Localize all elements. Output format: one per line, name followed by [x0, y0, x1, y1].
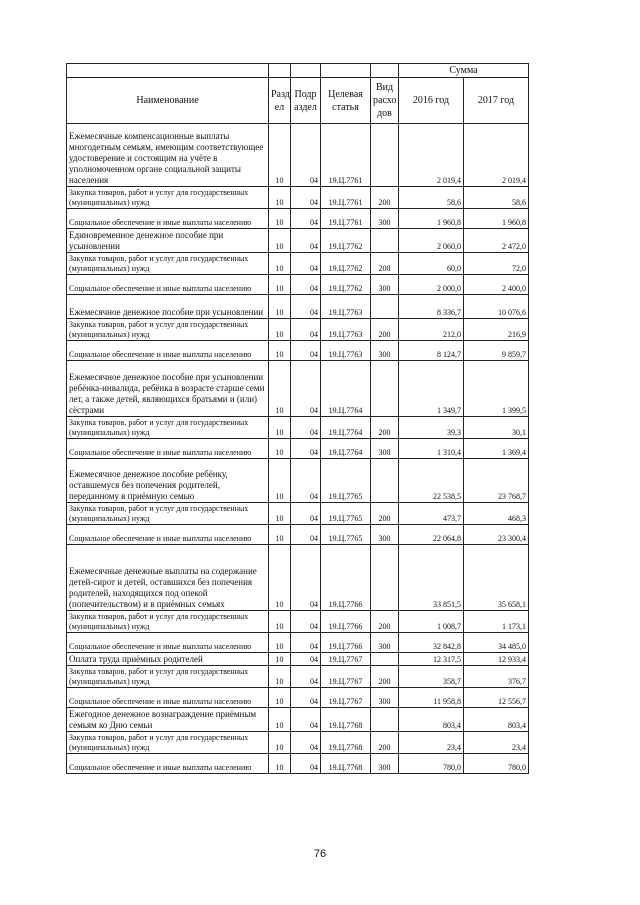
page-number: 76: [313, 848, 327, 860]
table-row: [67, 417, 529, 439]
row-2016: 1 310,4: [399, 439, 464, 459]
row-name: Социальное обеспечение и иные выплаты населению: [67, 633, 269, 653]
row-2017: 23 300,4: [464, 525, 529, 545]
row-2016: 1 008,7: [399, 611, 464, 633]
row-2017: 10 076,6: [464, 295, 529, 319]
row-2017: 376,7: [464, 666, 529, 688]
row-2016: 803,4: [399, 708, 464, 732]
row-2017: 34 485,0: [464, 633, 529, 653]
header-spacer: [371, 64, 399, 78]
row-type: 200: [371, 319, 399, 341]
row-2017: 2 019,4: [464, 124, 529, 187]
row-type: 300: [371, 525, 399, 545]
row-target: 19.Ц.7765: [321, 525, 371, 545]
row-2017: 2 400,0: [464, 275, 529, 295]
row-name: Закупка товаров, работ и услуг для государственных (муниципальных) нужд: [67, 319, 269, 341]
row-2016: 12 317,5: [399, 653, 464, 666]
row-target: 19.Ц.7761: [321, 124, 371, 187]
row-name: Закупка товаров, работ и услуг для государственных (муниципальных) нужд: [67, 666, 269, 688]
table-row: [67, 439, 529, 459]
row-name: Ежемесячные компенсационные выплаты многодетным семьям, имеющим соответствующее удостоверение и состоящим на учёте в уполномоченном органе социальной защиты населения: [67, 124, 269, 187]
row-name: Оплата труда приёмных родителей: [67, 653, 269, 666]
row-2017: 72,0: [464, 253, 529, 275]
row-subsection: 04: [291, 124, 321, 187]
header-subsection: Подр аздел: [291, 78, 321, 124]
header-2016: 2016 год: [399, 78, 464, 124]
table-row: [67, 275, 529, 295]
row-section: 10: [269, 732, 291, 754]
row-2017: 35 658,1: [464, 545, 529, 611]
table-row: [67, 653, 529, 666]
row-name: Единовременное денежное пособие при усыновлении: [67, 229, 269, 253]
row-target: 19.Ц.7765: [321, 459, 371, 503]
row-2017: 780,0: [464, 754, 529, 774]
row-2017: 1 399,5: [464, 361, 529, 417]
table-body: [67, 124, 529, 774]
row-type: 200: [371, 503, 399, 525]
row-name: Ежемесячное денежное пособие при усыновлении ребёнка-инвалида, ребёнка в возрасте старше семи лет, а также детей, являющихся братьями и (или) сёстрами: [67, 361, 269, 417]
table-row: [67, 341, 529, 361]
row-subsection: 04: [291, 439, 321, 459]
row-section: 10: [269, 525, 291, 545]
table-row: [67, 124, 529, 187]
row-section: 10: [269, 124, 291, 187]
header-spacer: [67, 64, 269, 78]
row-type: [371, 361, 399, 417]
row-section: 10: [269, 611, 291, 633]
row-name: Ежемесячные денежные выплаты на содержание детей-сирот и детей, оставшихся без попечения родителей, находящихся под опекой (попечительством) и в приёмных семьях: [67, 545, 269, 611]
row-section: 10: [269, 688, 291, 708]
table-row: [67, 503, 529, 525]
row-target: 19.Ц.7764: [321, 417, 371, 439]
row-name: Закупка товаров, работ и услуг для государственных (муниципальных) нужд: [67, 253, 269, 275]
row-name: Социальное обеспечение и иные выплаты населению: [67, 209, 269, 229]
row-subsection: 04: [291, 525, 321, 545]
row-2017: 1 960,8: [464, 209, 529, 229]
row-name: Социальное обеспечение и иные выплаты населению: [67, 439, 269, 459]
row-name: Закупка товаров, работ и услуг для государственных (муниципальных) нужд: [67, 417, 269, 439]
row-2016: 1 960,8: [399, 209, 464, 229]
row-target: 19.Ц.7767: [321, 688, 371, 708]
row-subsection: 04: [291, 187, 321, 209]
row-section: 10: [269, 439, 291, 459]
header-target: Целевая статья: [321, 78, 371, 124]
table-row: [67, 295, 529, 319]
row-type: 200: [371, 732, 399, 754]
row-type: 300: [371, 341, 399, 361]
row-2016: 39,3: [399, 417, 464, 439]
row-type: 300: [371, 754, 399, 774]
row-name: Социальное обеспечение и иные выплаты населению: [67, 341, 269, 361]
row-name: Социальное обеспечение и иные выплаты населению: [67, 275, 269, 295]
row-target: 19.Ц.7763: [321, 341, 371, 361]
row-2016: 22 538,5: [399, 459, 464, 503]
header-spacer: [291, 64, 321, 78]
row-target: 19.Ц.7768: [321, 708, 371, 732]
row-name: Социальное обеспечение и иные выплаты населению: [67, 754, 269, 774]
header-section: Разд ел: [269, 78, 291, 124]
row-section: 10: [269, 633, 291, 653]
budget-table: [66, 63, 529, 774]
row-2016: 8 124,7: [399, 341, 464, 361]
row-name: Ежемесячное денежное пособие при усыновлении: [67, 295, 269, 319]
row-2016: 11 958,8: [399, 688, 464, 708]
row-section: 10: [269, 653, 291, 666]
table-row: [67, 459, 529, 503]
row-type: 300: [371, 633, 399, 653]
row-section: 10: [269, 545, 291, 611]
row-type: 200: [371, 253, 399, 275]
row-subsection: 04: [291, 611, 321, 633]
row-name: Ежегодное денежное вознаграждение приёмным семьям ко Дню семьи: [67, 708, 269, 732]
row-subsection: 04: [291, 361, 321, 417]
row-name: Закупка товаров, работ и услуг для государственных (муниципальных) нужд: [67, 503, 269, 525]
row-target: 19.Ц.7761: [321, 187, 371, 209]
header-spacer: [269, 64, 291, 78]
row-type: [371, 545, 399, 611]
table-row: [67, 708, 529, 732]
row-section: 10: [269, 275, 291, 295]
row-section: 10: [269, 417, 291, 439]
row-section: 10: [269, 361, 291, 417]
row-target: 19.Ц.7764: [321, 439, 371, 459]
row-type: 200: [371, 666, 399, 688]
table-row: [67, 361, 529, 417]
row-name: Закупка товаров, работ и услуг для государственных (муниципальных) нужд: [67, 187, 269, 209]
row-type: 200: [371, 611, 399, 633]
row-section: 10: [269, 319, 291, 341]
row-subsection: 04: [291, 417, 321, 439]
row-target: 19.Ц.7761: [321, 209, 371, 229]
row-2016: 212,0: [399, 319, 464, 341]
row-2017: 58,6: [464, 187, 529, 209]
row-section: 10: [269, 253, 291, 275]
row-subsection: 04: [291, 708, 321, 732]
row-name: Социальное обеспечение и иные выплаты населению: [67, 525, 269, 545]
table-row: [67, 229, 529, 253]
row-subsection: 04: [291, 229, 321, 253]
row-2016: 23,4: [399, 732, 464, 754]
table-row: [67, 253, 529, 275]
row-2017: 1 173,1: [464, 611, 529, 633]
row-2017: 1 369,4: [464, 439, 529, 459]
row-subsection: 04: [291, 319, 321, 341]
row-type: 300: [371, 688, 399, 708]
row-target: 19.Ц.7768: [321, 754, 371, 774]
row-section: 10: [269, 229, 291, 253]
row-2016: 473,7: [399, 503, 464, 525]
row-type: 200: [371, 187, 399, 209]
header-row: [67, 78, 529, 124]
row-2017: 12 556,7: [464, 688, 529, 708]
row-2016: 22 064,8: [399, 525, 464, 545]
row-2016: 780,0: [399, 754, 464, 774]
row-2017: 803,4: [464, 708, 529, 732]
row-target: 19.Ц.7762: [321, 253, 371, 275]
row-section: 10: [269, 341, 291, 361]
row-target: 19.Ц.7765: [321, 503, 371, 525]
row-subsection: 04: [291, 209, 321, 229]
row-2017: 23,4: [464, 732, 529, 754]
row-name: Закупка товаров, работ и услуг для государственных (муниципальных) нужд: [67, 732, 269, 754]
row-target: 19.Ц.7767: [321, 653, 371, 666]
row-2016: 32 842,8: [399, 633, 464, 653]
row-target: 19.Ц.7764: [321, 361, 371, 417]
row-section: 10: [269, 666, 291, 688]
row-subsection: 04: [291, 732, 321, 754]
table-row: [67, 732, 529, 754]
row-type: 300: [371, 275, 399, 295]
row-type: [371, 459, 399, 503]
row-2017: 2 472,0: [464, 229, 529, 253]
row-2016: 8 336,7: [399, 295, 464, 319]
header-type: Вид расхо дов: [371, 78, 399, 124]
row-2017: 23 768,7: [464, 459, 529, 503]
row-subsection: 04: [291, 295, 321, 319]
table-row: [67, 611, 529, 633]
row-subsection: 04: [291, 653, 321, 666]
row-2016: 58,6: [399, 187, 464, 209]
row-subsection: 04: [291, 459, 321, 503]
row-section: 10: [269, 209, 291, 229]
row-subsection: 04: [291, 503, 321, 525]
row-subsection: 04: [291, 545, 321, 611]
table-row: [67, 525, 529, 545]
row-2016: 1 349,7: [399, 361, 464, 417]
row-type: [371, 124, 399, 187]
row-2016: 60,0: [399, 253, 464, 275]
header-spacer: [321, 64, 371, 78]
table-row: [67, 319, 529, 341]
row-subsection: 04: [291, 275, 321, 295]
row-2017: 468,3: [464, 503, 529, 525]
row-subsection: 04: [291, 666, 321, 688]
row-target: 19.Ц.7762: [321, 229, 371, 253]
row-target: 19.Ц.7768: [321, 732, 371, 754]
row-target: 19.Ц.7762: [321, 275, 371, 295]
header-2017: 2017 год: [464, 78, 529, 124]
row-section: 10: [269, 187, 291, 209]
row-target: 19.Ц.7763: [321, 295, 371, 319]
row-section: 10: [269, 459, 291, 503]
row-subsection: 04: [291, 341, 321, 361]
row-2017: 9 859,7: [464, 341, 529, 361]
row-type: [371, 295, 399, 319]
row-type: [371, 653, 399, 666]
table-row: [67, 545, 529, 611]
row-type: 200: [371, 417, 399, 439]
row-2017: 30,1: [464, 417, 529, 439]
row-2017: 216,9: [464, 319, 529, 341]
row-name: Ежемесячное денежное пособие ребёнку, оставшемуся без попечения родителей, переданному в приёмную семью: [67, 459, 269, 503]
header-name: Наименование: [67, 78, 269, 124]
row-2016: 2 060,0: [399, 229, 464, 253]
row-target: 19.Ц.7766: [321, 545, 371, 611]
row-subsection: 04: [291, 688, 321, 708]
row-subsection: 04: [291, 754, 321, 774]
row-name: Социальное обеспечение и иные выплаты населению: [67, 688, 269, 708]
table-row: [67, 187, 529, 209]
row-target: 19.Ц.7767: [321, 666, 371, 688]
row-section: 10: [269, 708, 291, 732]
table-row: [67, 633, 529, 653]
row-2017: 12 933,4: [464, 653, 529, 666]
row-target: 19.Ц.7763: [321, 319, 371, 341]
table-row: [67, 209, 529, 229]
header-sum: Сумма: [399, 64, 529, 78]
row-section: 10: [269, 754, 291, 774]
row-2016: 33 851,5: [399, 545, 464, 611]
row-target: 19.Ц.7766: [321, 633, 371, 653]
row-section: 10: [269, 503, 291, 525]
row-type: [371, 708, 399, 732]
row-type: [371, 229, 399, 253]
table-row: [67, 688, 529, 708]
row-target: 19.Ц.7766: [321, 611, 371, 633]
row-2016: 2 019,4: [399, 124, 464, 187]
row-name: Закупка товаров, работ и услуг для государственных (муниципальных) нужд: [67, 611, 269, 633]
row-2016: 358,7: [399, 666, 464, 688]
header-top-row: [67, 64, 529, 78]
row-type: 300: [371, 209, 399, 229]
row-section: 10: [269, 295, 291, 319]
row-subsection: 04: [291, 253, 321, 275]
table-row: [67, 754, 529, 774]
row-type: 300: [371, 439, 399, 459]
table-row: [67, 666, 529, 688]
row-2016: 2 000,0: [399, 275, 464, 295]
row-subsection: 04: [291, 633, 321, 653]
